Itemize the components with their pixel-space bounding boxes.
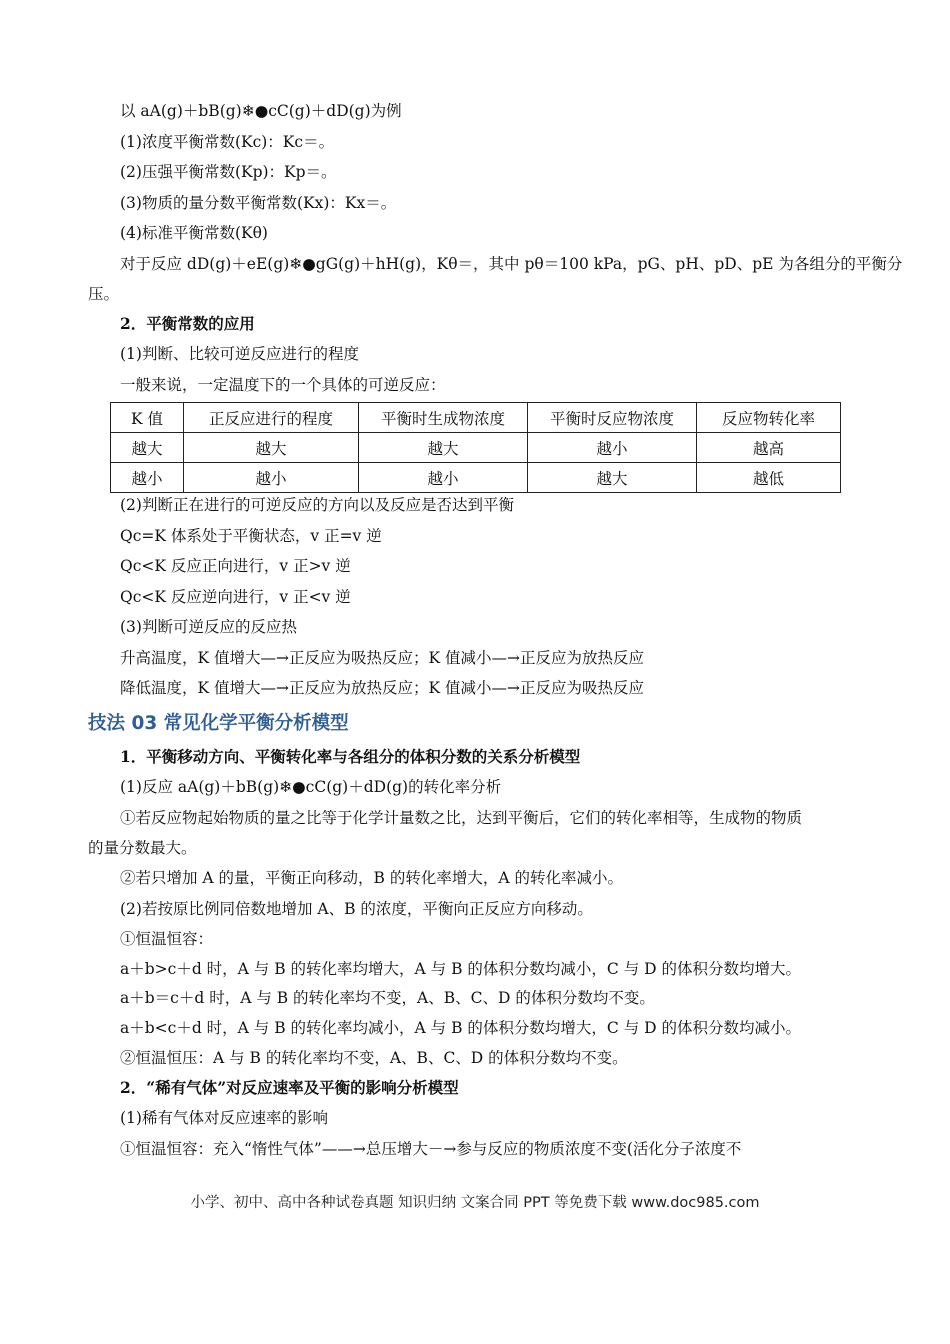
table-row: [111, 463, 841, 493]
text-line: (2)判断正在进行的可逆反应的方向以及反应是否达到平衡: [120, 496, 514, 514]
text-line: (1)稀有气体对反应速率的影响: [120, 1109, 328, 1127]
section-title: 1．平衡移动方向、平衡转化率与各组分的体积分数的关系分析模型: [120, 747, 581, 766]
table-header: 平衡时生成物浓度: [359, 403, 528, 433]
table-cell: 越小: [184, 463, 359, 493]
table-row: [111, 433, 841, 463]
text-line: 降低温度，K 值增大—→正反应为放热反应；K 值减小—→正反应为吸热反应: [120, 679, 644, 697]
text-line: 的量分数最大。: [88, 839, 197, 857]
table-header: 反应物转化率: [697, 403, 841, 433]
table-header: 正反应进行的程度: [184, 403, 359, 433]
table-header: K 值: [111, 403, 184, 433]
text-line: a＋b<c＋d 时，A 与 B 的转化率均减小，A 与 B 的体积分数均增大，C 与 D 的体积分数均减小。: [120, 1019, 801, 1037]
section-title: 2．“稀有气体”对反应速率及平衡的影响分析模型: [120, 1078, 459, 1097]
text-line: (4)标准平衡常数(Kθ): [120, 224, 268, 242]
table-cell: 越小: [528, 433, 697, 463]
text-line: ①恒温恒容：: [120, 930, 214, 948]
text-line: ①恒温恒容：充入“惰性气体”——→总压增大－→参与反应的物质浓度不变(活化分子浓度不: [120, 1140, 742, 1158]
table-header-row: [111, 403, 841, 433]
text-line: (1)浓度平衡常数(Kc)：Kc＝。: [120, 133, 335, 151]
text-line: 升高温度，K 值增大—→正反应为吸热反应；K 值减小—→正反应为放热反应: [120, 649, 644, 667]
text-line: Qc<K 反应正向进行，v 正>v 逆: [120, 557, 351, 575]
text-line: ②若只增加 A 的量，平衡正向移动，B 的转化率增大，A 的转化率减小。: [120, 869, 623, 887]
text-line: (3)物质的量分数平衡常数(Kx)：Kx＝。: [120, 194, 397, 212]
text-line: 以 aA(g)＋bB(g)❄●cC(g)＋dD(g)为例: [120, 102, 402, 120]
section-title: 2．平衡常数的应用: [120, 314, 255, 333]
k-value-table: [110, 402, 841, 493]
text-line: Qc<K 反应逆向进行，v 正<v 逆: [120, 588, 351, 606]
section-heading: 技法 03 常见化学平衡分析模型: [88, 713, 349, 734]
table-header: 平衡时反应物浓度: [528, 403, 697, 433]
text-line: 一般来说，一定温度下的一个具体的可逆反应：: [120, 376, 446, 394]
table-cell: 越大: [359, 433, 528, 463]
table-cell: 越高: [697, 433, 841, 463]
text-line: Qc=K 体系处于平衡状态，v 正=v 逆: [120, 527, 382, 545]
text-line: (1)判断、比较可逆反应进行的程度: [120, 345, 359, 363]
table-cell: 越大: [111, 433, 184, 463]
text-line: (2)若按原比例同倍数地增加 A、B 的浓度，平衡向正反应方向移动。: [120, 900, 593, 918]
text-line: (2)压强平衡常数(Kp)：Kp＝。: [120, 163, 337, 181]
text-line: a＋b>c＋d 时，A 与 B 的转化率均增大，A 与 B 的体积分数均减小，C 与 D 的体积分数均增大。: [120, 960, 801, 978]
text-line: (1)反应 aA(g)＋bB(g)❄●cC(g)＋dD(g)的转化率分析: [120, 778, 502, 796]
table-cell: 越大: [528, 463, 697, 493]
table-cell: 越小: [111, 463, 184, 493]
table-cell: 越小: [359, 463, 528, 493]
text-line: (3)判断可逆反应的反应热: [120, 618, 297, 636]
table-cell: 越低: [697, 463, 841, 493]
text-line: 压。: [88, 285, 120, 303]
text-line: ②恒温恒压：A 与 B 的转化率均不变，A、B、C、D 的体积分数均不变。: [120, 1049, 628, 1067]
text-line: ①若反应物起始物质的量之比等于化学计量数之比，达到平衡后，它们的转化率相等，生成物的物质: [120, 809, 803, 827]
page-footer: 小学、初中、高中各种试卷真题 知识归纳 文案合同 PPT 等免费下载 www.doc985.com: [190, 1195, 760, 1211]
table-cell: 越大: [184, 433, 359, 463]
text-line: a＋b＝c＋d 时，A 与 B 的转化率均不变，A、B、C、D 的体积分数均不变。: [120, 989, 655, 1007]
text-line: 对于反应 dD(g)＋eE(g)❄●gG(g)＋hH(g)，Kθ＝，其中 pθ＝100 kPa，pG、pH、pD、pE 为各组分的平衡分: [120, 255, 903, 273]
